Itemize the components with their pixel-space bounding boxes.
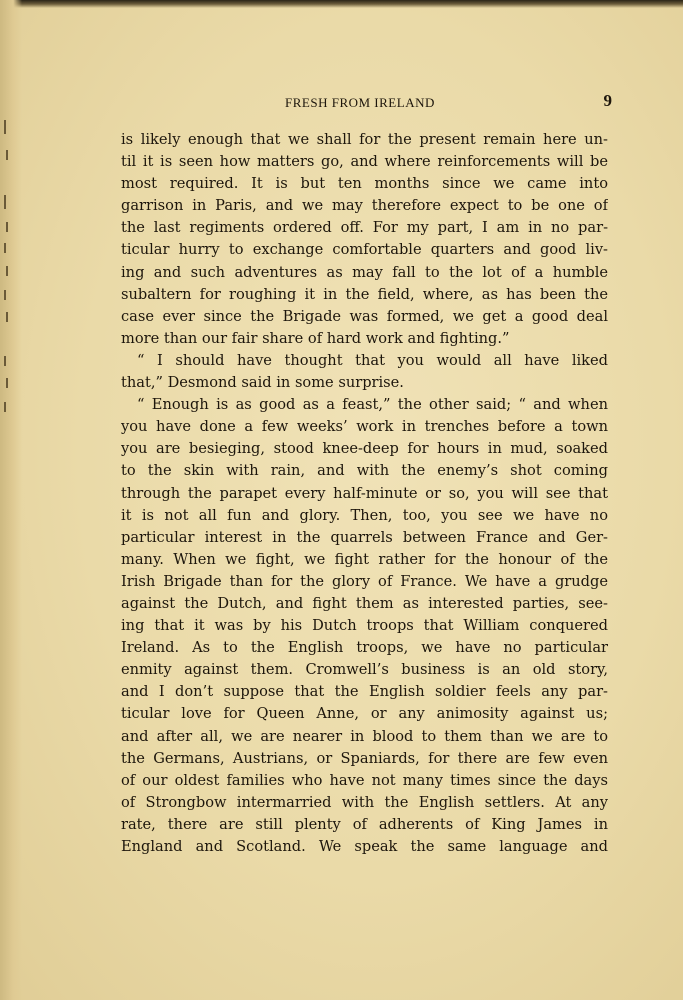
text-line: ing and such adventures as may fall to the lot of a humble (121, 263, 608, 281)
text-line: ing that it was by his Dutch troops that William conquered (121, 617, 608, 635)
text-line: and after all, we are nearer in blood to them than we are to (121, 727, 608, 745)
gutter-mark (4, 290, 6, 300)
text-line: most required. It is but ten months since we came into (121, 175, 608, 193)
text-line: particular interest in the quarrels between France and Ger- (121, 528, 608, 546)
text-line: of Strongbow intermarried with the English settlers. At any (121, 793, 608, 811)
text-line: ticular hurry to exchange comfortable quarters and good liv- (121, 241, 608, 259)
gutter-mark (6, 222, 8, 232)
text-line: of our oldest families who have not many times since the days (121, 771, 608, 789)
text-line: is likely enough that we shall for the present remain here un- (121, 131, 608, 148)
gutter-mark (6, 378, 8, 388)
running-head (120, 93, 612, 113)
gutter-mark (6, 150, 8, 160)
gutter-mark (6, 266, 8, 276)
body-text (121, 129, 608, 858)
gutter-mark (4, 402, 6, 412)
text-line: England and Scotland. We speak the same language and (121, 838, 608, 855)
text-line: subaltern for roughing it in the field, where, as has been the (121, 285, 608, 303)
page-gutter (0, 0, 22, 1000)
running-title: FRESH FROM IRELAND (285, 95, 435, 110)
page-number: 9 (603, 91, 612, 110)
text-line: you are besieging, stood knee-deep for hours in mud, soaked (121, 440, 608, 458)
text-line: Ireland. As to the English troops, we have no particular (121, 639, 608, 657)
text-line: ticular love for Queen Anne, or any animosity against us; (121, 705, 608, 723)
text-line: “ Enough is as good as a feast,” the other said; “ and when (137, 396, 608, 414)
text-line: the Germans, Austrians, or Spaniards, for there are few even (121, 749, 608, 767)
text-line: against the Dutch, and fight them as interested parties, see- (121, 594, 608, 612)
page-top-shadow (0, 0, 683, 8)
text-line: and I don’t suppose that the English soldier feels any par- (121, 683, 608, 701)
text-line: more than our fair share of hard work and fighting.” (121, 329, 510, 347)
gutter-mark (6, 312, 8, 322)
text-line: you have done a few weeks’ work in trenches before a town (121, 418, 608, 436)
gutter-mark (4, 195, 6, 209)
text-line: rate, there are still plenty of adherents of King James in (121, 815, 608, 833)
text-line: to the skin with rain, and with the enemy’s shot coming (121, 462, 608, 480)
text-line: “ I should have thought that you would all have liked (137, 351, 608, 369)
text-line: Irish Brigade than for the glory of France. We have a grudge (121, 572, 608, 590)
text-line: through the parapet every half-minute or so, you will see that (121, 484, 608, 502)
text-line: it is not all fun and glory. Then, too, you see we have no (121, 506, 608, 524)
text-line: garrison in Paris, and we may therefore expect to be one of (121, 197, 608, 215)
text-line: many. When we fight, we fight rather for the honour of the (121, 550, 608, 568)
gutter-mark (4, 120, 6, 134)
text-line: the last regiments ordered off. For my part, I am in no par- (121, 219, 608, 237)
text-line: that,” Desmond said in some surprise. (121, 374, 404, 392)
text-line: case ever since the Brigade was formed, we get a good deal (121, 307, 608, 325)
gutter-mark (4, 356, 6, 366)
text-line: til it is seen how matters go, and where reinforcements will be (121, 153, 608, 171)
text-line: enmity against them. Cromwell’s business is an old story, (121, 661, 608, 679)
gutter-mark (4, 243, 6, 253)
